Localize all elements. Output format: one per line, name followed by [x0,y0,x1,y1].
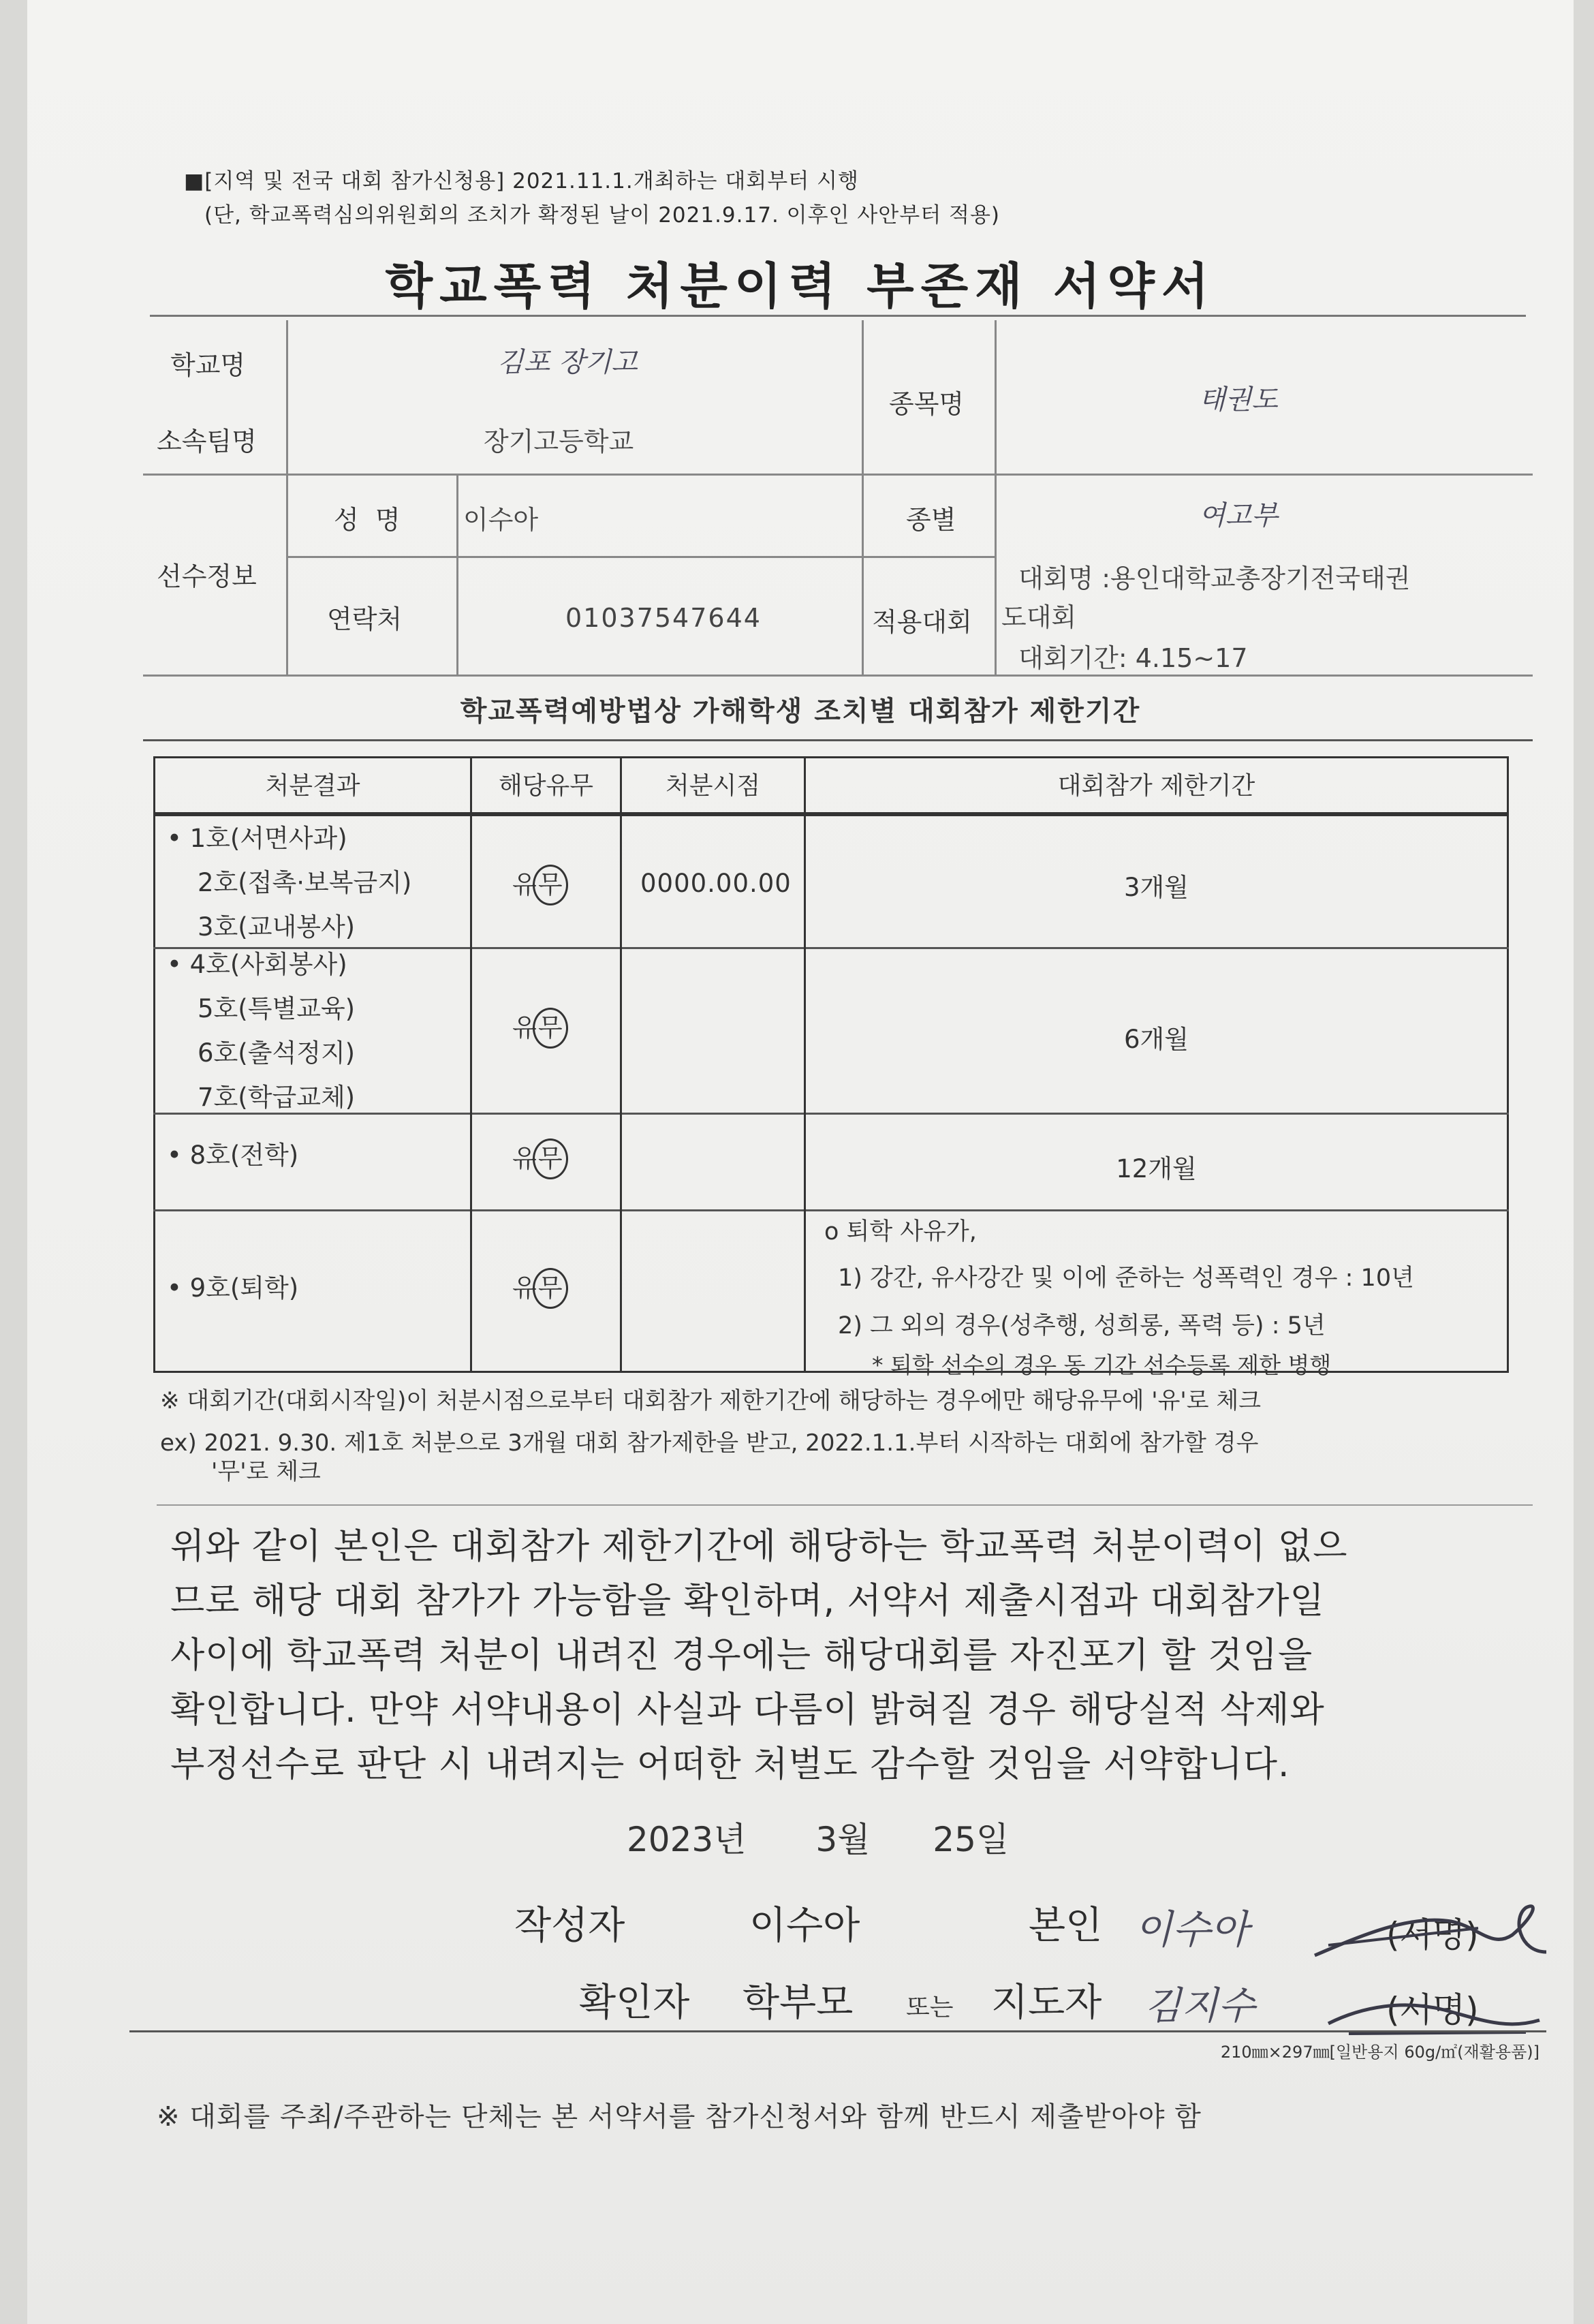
header-line-1: ■[지역 및 전국 대회 참가신청용] 2021.11.1.개최하는 대회부터 시행 [184,169,859,193]
team-value: 장기고등학교 [484,427,634,456]
row1-period: 3개월 [1123,873,1189,902]
pledge-line-5: 부정선수로 판단 시 내려지는 어떠한 처벌도 감수할 것임을 서약합니다. [170,1744,1290,1785]
document-title: 학교폭력 처분이력 부존재 서약서 [385,258,1216,315]
table-top-border [153,756,1509,758]
table-right-border [1507,756,1509,1373]
writer-label: 작성자 [514,1904,625,1948]
row1-date: 0000.00.00 [640,869,792,898]
row1-result-2: 2호(접촉·보복금지) [198,868,412,897]
pledge-line-2: 므로 해당 대회 참가가 가능함을 확인하며, 서약서 제출시점과 대회참가일 [170,1581,1325,1622]
row-divider-1 [153,947,1509,949]
pledge-line-1: 위와 같이 본인은 대회참가 제한기간에 해당하는 학교폭력 처분이력이 없으 [170,1526,1348,1567]
info-col-2 [456,474,458,675]
notes-divider [157,1504,1533,1506]
footer-note: ※ 대회를 주최/주관하는 단체는 본 서약서를 참가신청서와 함께 반드시 제출받아야 함 [157,2101,1202,2133]
pledge-line-4: 확인합니다. 만약 서약내용이 사실과 다름이 밝혀질 경우 해당실적 삭제와 [170,1690,1325,1731]
table-left-border [153,756,155,1373]
event-period: 대회기간: 4.15~17 [1018,643,1248,673]
sport-value: 태권도 [1199,384,1278,416]
info-rule-3 [143,675,1533,677]
row2-result-4: 7호(학급교체) [198,1083,356,1112]
row2-applicable [512,1007,568,1049]
sport-label: 종목명 [889,389,965,419]
row3-applicable [512,1138,568,1179]
info-rule-1 [143,474,1533,476]
col-divider-3 [804,756,806,1373]
gender-label: 종별 [906,505,956,535]
row2-yes: 유 [512,1013,537,1042]
table-header-divider [153,812,1509,816]
title-divider [150,315,1526,317]
contact-label: 연락처 [327,604,403,634]
school-value: 김포 장기고 [497,347,638,378]
event-name-line1: 대회명 :용인대학교총장기전국태권 [1018,563,1411,593]
date-day: 25일 [933,1820,1010,1859]
row3-period: 12개월 [1116,1154,1197,1183]
self-handwritten-name: 이수아 [1134,1906,1249,1953]
row-divider-2 [153,1113,1509,1115]
row3-no-circled[interactable]: 무 [533,1138,568,1179]
confirmer-label: 확인자 [579,1981,690,2025]
writer-name: 이수아 [749,1904,860,1948]
info-col-1 [286,320,288,675]
row4-period-line3: 2) 그 외의 경우(성추행, 성희롱, 폭력 등) : 5년 [838,1312,1326,1339]
or-label: 또는 [906,1994,954,2021]
name-label: 성 명 [334,505,401,535]
pledge-paragraph [170,1519,1519,1792]
info-rule-4 [143,739,1533,741]
row1-result-1: • 1호(서면사과) [167,824,347,853]
col-header-applicable: 해당유무 [498,772,594,800]
signature-divider [129,2030,1546,2032]
col-header-date: 처분시점 [665,772,761,800]
row2-result-2: 5호(특별교육) [198,994,356,1023]
header-line-2: (단, 학교폭력심의위원회의 조치가 확정된 날이 2021.9.17. 이후인 사안부터 적용) [204,203,1000,228]
row1-no-circled[interactable]: 무 [533,865,568,905]
row4-result-1: • 9호(퇴학) [167,1273,299,1303]
row4-no-circled[interactable]: 무 [533,1268,568,1309]
section-title: 학교폭력예방법상 가해학생 조치별 대회참가 제한기간 [460,696,1141,727]
event-name-line2: 도대회 [1001,602,1077,632]
row1-applicable [512,864,568,905]
document-sheet [27,0,1574,2324]
row2-period: 6개월 [1123,1025,1189,1054]
parent-label: 학부모 [743,1981,854,2025]
coach-label: 지도자 [991,1981,1102,2025]
event-label: 적용대회 [872,607,972,637]
row3-result-1: • 8호(전학) [167,1141,299,1170]
gender-value: 여고부 [1199,500,1278,531]
team-label: 소속팀명 [157,427,257,456]
col-header-period: 대회참가 제한기간 [1057,772,1255,800]
row4-period-line4: * 퇴학 선수의 경우 동 기간 선수등록 제한 병행 [872,1352,1332,1378]
note-2: ex) 2021. 9.30. 제1호 처분으로 3개월 대회 참가제한을 받고, 2022.1.1.부터 시작하는 대회에 참가할 경우 [160,1429,1259,1457]
sign-label-1: (서명) [1386,1915,1479,1955]
col-divider-1 [470,756,472,1373]
row4-yes: 유 [512,1273,537,1303]
info-rule-2 [286,556,995,558]
date-line [627,1812,1009,1861]
row4-applicable [512,1267,568,1309]
name-value: 이수아 [463,505,539,535]
pledge-line-3: 사이에 학교폭력 처분이 내려진 경우에는 해당대회를 자진포기 할 것임을 [170,1635,1313,1676]
date-month: 3월 [815,1820,871,1859]
row-divider-3 [153,1209,1509,1211]
row4-period-line2: 1) 강간, 유사강간 및 이에 준하는 성폭력인 경우 : 10년 [838,1265,1414,1292]
col-divider-2 [620,756,622,1373]
row2-result-3: 6호(출석정지) [198,1038,356,1068]
paper-spec: 210㎜×297㎜[일반용지 60g/㎡(재활용품)] [1220,2043,1540,2062]
info-col-3 [862,320,864,675]
note-3: '무'로 체크 [211,1458,321,1485]
date-year: 2023년 [627,1820,747,1859]
row1-yes: 유 [512,870,537,899]
school-label: 학교명 [170,350,246,380]
player-info-label: 선수정보 [157,561,257,591]
row2-no-circled[interactable]: 무 [533,1008,568,1049]
row3-yes: 유 [512,1144,537,1173]
row2-result-1: • 4호(사회봉사) [167,950,347,979]
row4-period-line1: o 퇴학 사유가, [824,1218,977,1245]
row1-result-3: 3호(교내봉사) [198,912,356,942]
coach-signature-scribble [1322,1972,1553,2047]
info-col-4 [995,320,997,675]
coach-handwritten-name: 김지수 [1144,1984,1255,2028]
self-signature-scribble [1308,1887,1567,1976]
note-1: ※ 대회기간(대회시작일)이 처분시점으로부터 대회참가 제한기간에 해당하는 경우에만 해당유무에 '유'로 체크 [160,1387,1262,1414]
contact-value: 01037547644 [565,603,762,633]
self-label: 본인 [1029,1904,1103,1948]
sign-label-2: (서명) [1386,1990,1479,2030]
col-header-result: 처분결과 [265,772,360,800]
